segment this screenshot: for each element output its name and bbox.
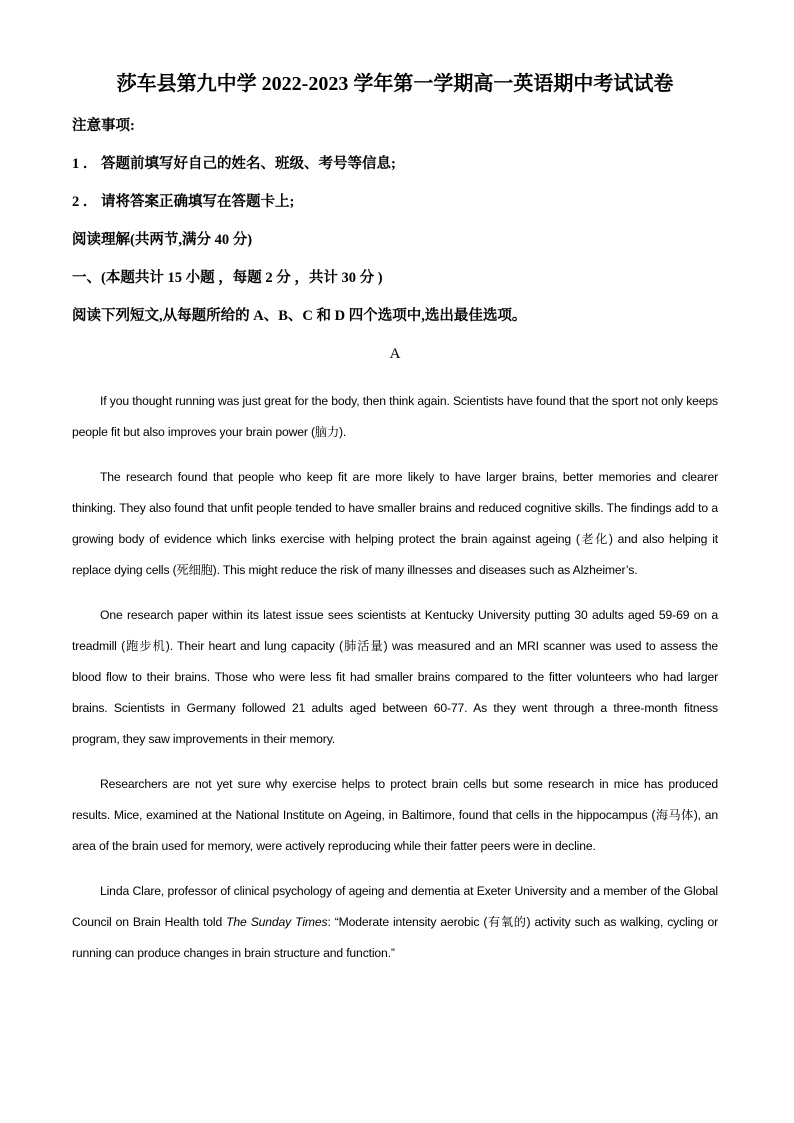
newspaper-name: The Sunday Times xyxy=(226,915,328,929)
quote-intro: Linda Clare, professor of clinical psychology of ageing and dementia at Exeter University and a member of the Global Council on Brain Health told xyxy=(72,884,718,929)
passage-paragraph-2: The research found that people who keep fit are more likely to have larger brains, better memories and clearer thinking. They also found that unfit people tended to have smaller brains and reduced cognitive skills. The findings add to a growing body of evidence which links exercise with helping protect the brain against ageing (老化) and also helping it replace dying cells (死细胞). This might reduce the risk of many illnesses and diseases such as Alzheimer’s. xyxy=(72,470,718,577)
passage-paragraph-3: One research paper within its latest issue sees scientists at Kentucky University putting 30 adults aged 59-69 on a treadmill (跑步机). Their heart and lung capacity (肺活量) was measured and an MRI scanner was used to assess the blood flow to their brains. Those who were less fit had smaller brains compared to the fitter volunteers who had larger brains. Scientists in Germany followed 21 adults aged between 60-77. As they went through a three-month fitness program, they saw improvements in their memory. xyxy=(72,608,718,746)
passage-letter: A xyxy=(389,346,401,362)
passage-paragraph-5 xyxy=(72,876,718,969)
notice-item-2: 2 ． 请将答案正确填写在答题卡上; xyxy=(72,194,295,210)
notice-heading: 注意事项: xyxy=(72,118,135,134)
notice-item-1: 1 ． 答题前填写好自己的姓名、班级、考号等信息; xyxy=(72,156,396,172)
part-heading: 一、(本题共计 15 小题 ，每题 2 分 ，共计 30 分 ) xyxy=(72,270,383,286)
quote-text: : “Moderate intensity aerobic (有氧的) activity such as walking, cycling or running can produce changes in brain structure and function.” xyxy=(72,915,718,960)
reading-instruction: 阅读下列短文,从每题所给的 A、B、C 和 D 四个选项中,选出最佳选项。 xyxy=(72,308,527,324)
exam-title: 莎车县第九中学 2022-2023 学年第一学期高一英语期中考试试卷 xyxy=(116,73,674,95)
passage-paragraph-4: Researchers are not yet sure why exercise helps to protect brain cells but some research in mice has produced results. Mice, examined at the National Institute on Ageing, in Baltimore, found that cells in the hippocampus (海马体), an area of the brain used for memory, were actively reproducing while their fatter peers were in decline. xyxy=(72,777,718,853)
passage-paragraph-1: If you thought running was just great for the body, then think again. Scientists have found that the sport not only keeps people fit but also improves your brain power (脑力). xyxy=(72,394,718,439)
section-heading: 阅读理解(共两节,满分 40 分) xyxy=(72,232,253,248)
